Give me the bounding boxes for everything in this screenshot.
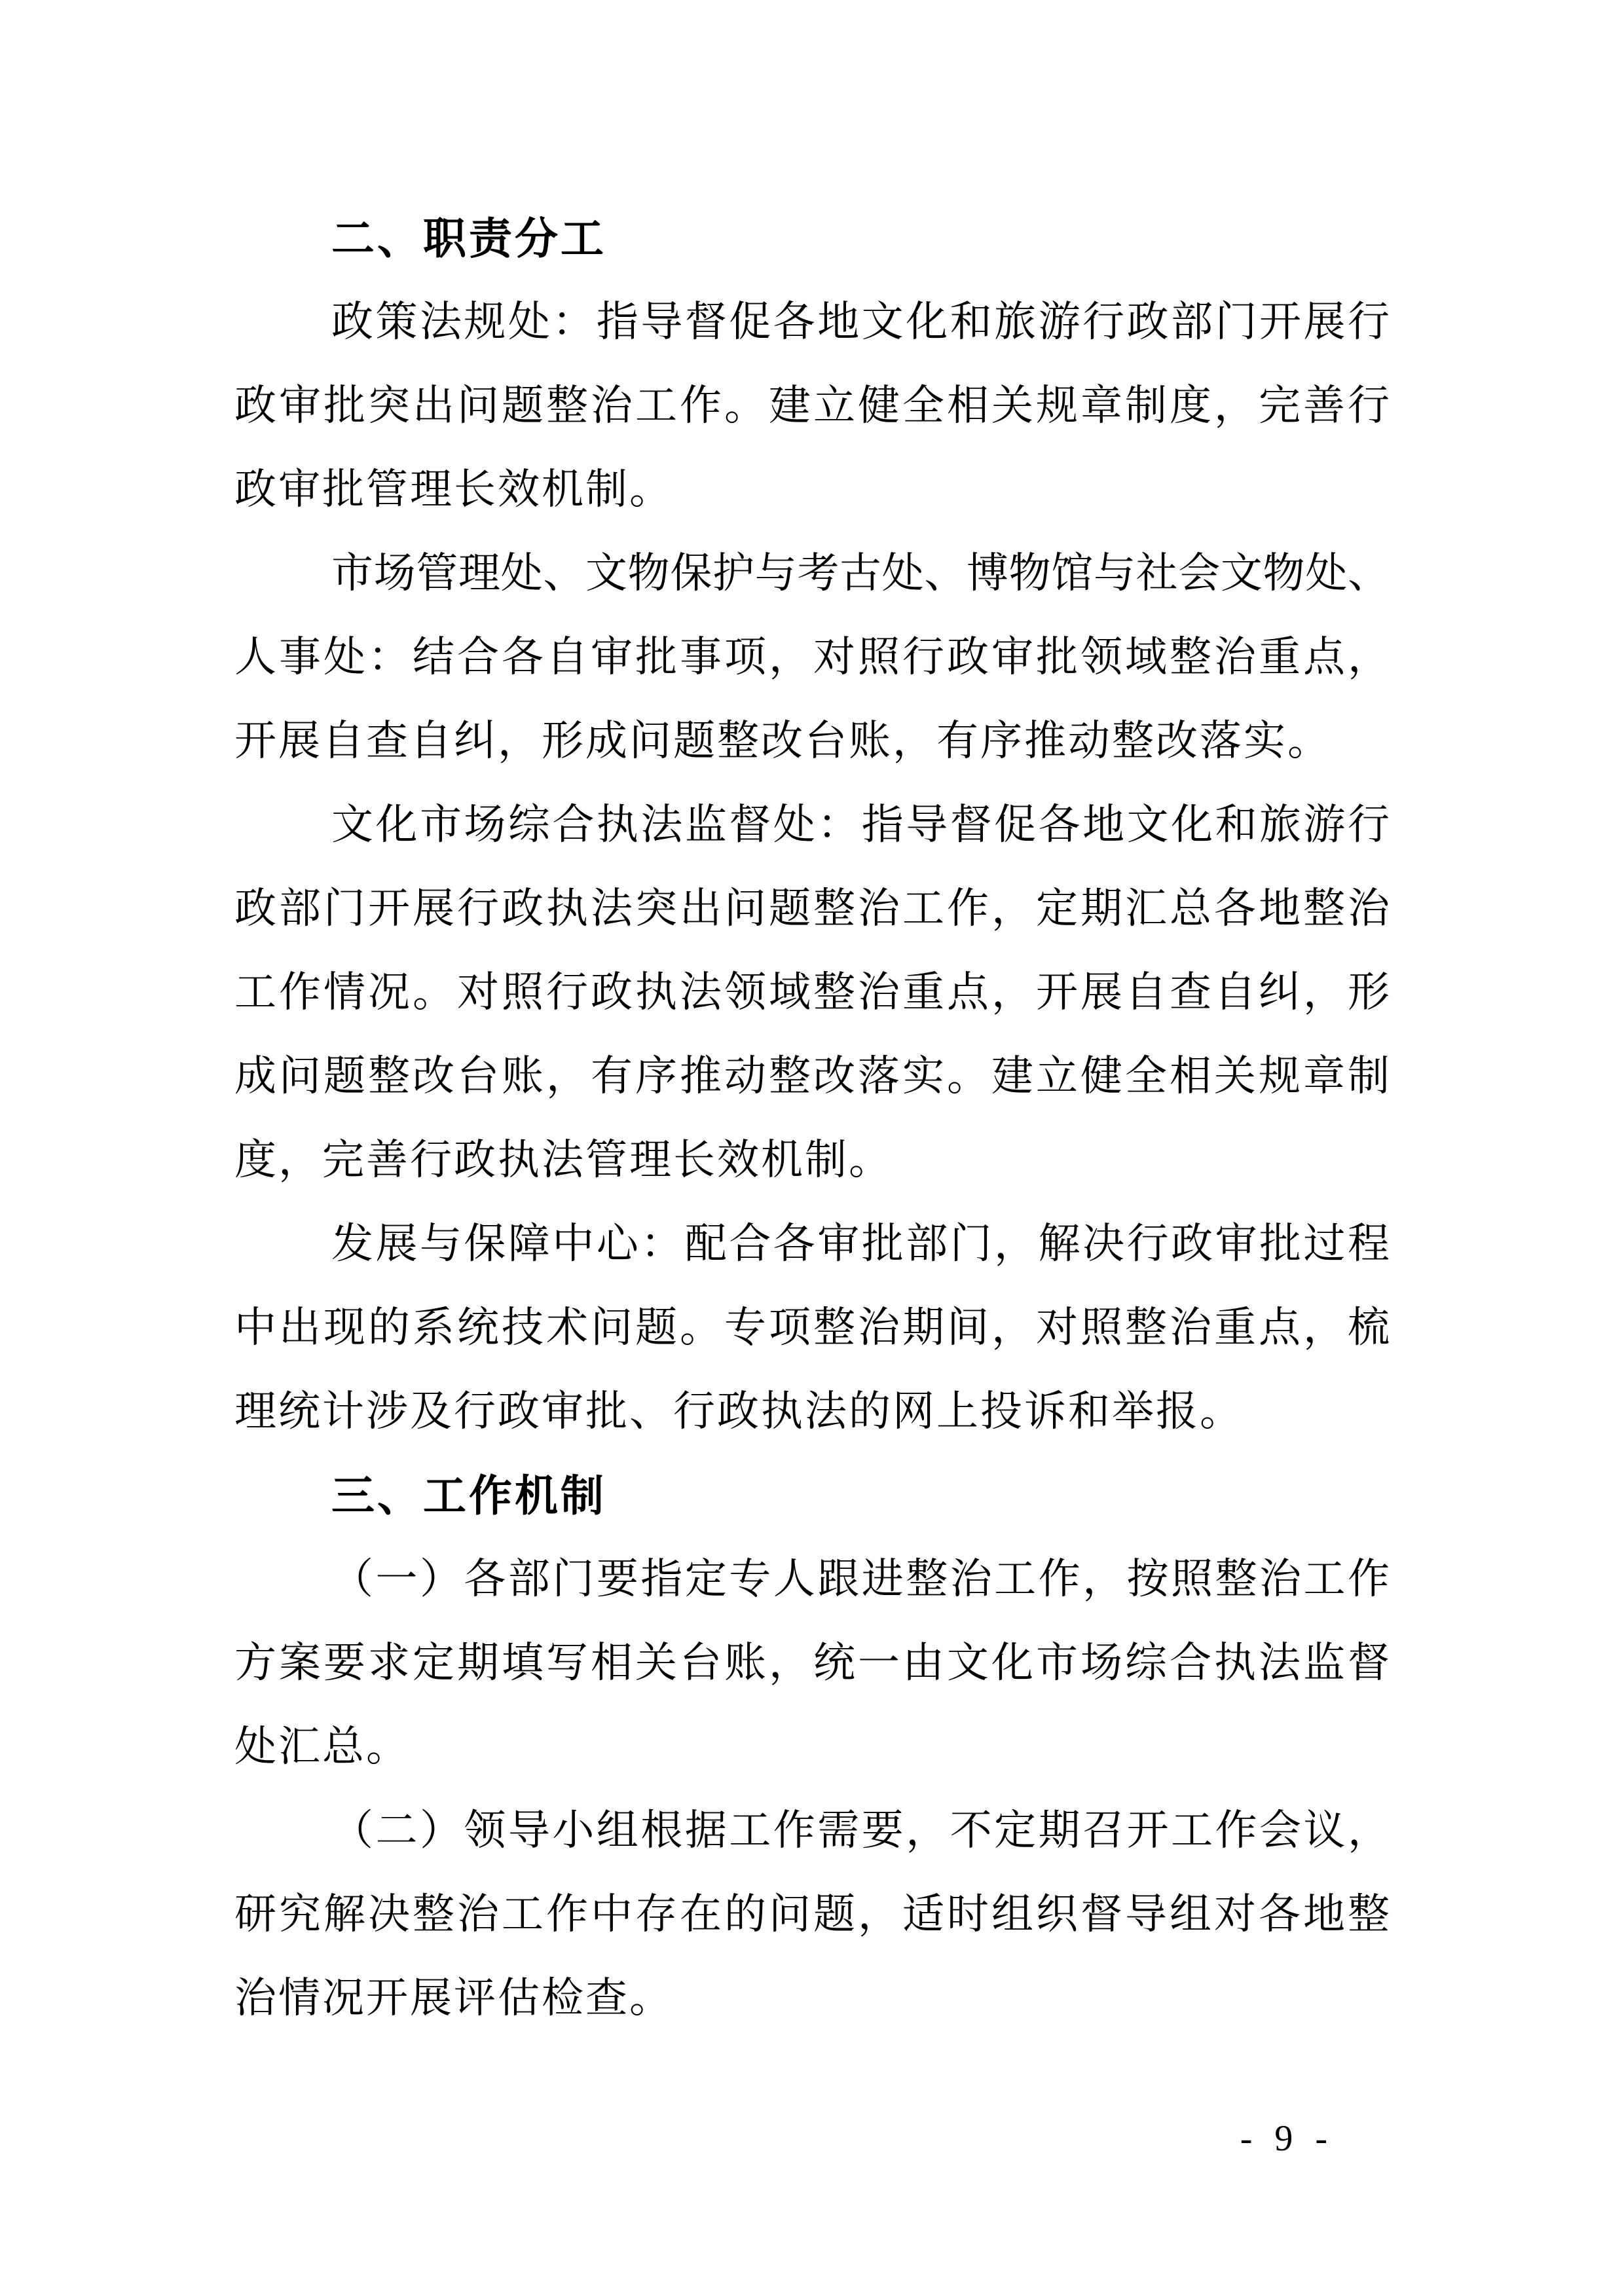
document-line: 文化市场综合执法监督处：指导督促各地文化和旅游行	[331, 801, 1390, 848]
document-line: 中出现的系统技术问题。专项整治期间，对照整治重点，梳	[234, 1304, 1390, 1351]
document-line: 治情况开展评估检查。	[234, 1975, 673, 2021]
document-line: 方案要求定期填写相关台账，统一由文化市场综合执法监督	[234, 1640, 1390, 1686]
document-line: 政策法规处：指导督促各地文化和旅游行政部门开展行	[331, 299, 1390, 345]
document-line: 开展自查自纠，形成问题整改台账，有序推动整改落实。	[234, 718, 1331, 764]
section-heading-duty: 二、职责分工	[331, 214, 606, 263]
document-line: 发展与保障中心：配合各审批部门，解决行政审批过程	[331, 1221, 1390, 1267]
document-line: 政部门开展行政执法突出问题整治工作，定期汇总各地整治	[234, 885, 1390, 932]
document-line: 度，完善行政执法管理长效机制。	[234, 1137, 893, 1183]
document-line: 政审批管理长效机制。	[234, 466, 673, 513]
document-line: （二）领导小组根据工作需要，不定期召开工作会议，	[331, 1807, 1390, 1854]
document-line: 人事处：结合各自审批事项，对照行政审批领域整治重点，	[234, 634, 1390, 680]
document-line: 工作情况。对照行政执法领域整治重点，开展自查自纠，形	[234, 969, 1390, 1016]
document-text-block	[234, 196, 1390, 2040]
document-line: 市场管理处、文物保护与考古处、博物馆与社会文物处、	[331, 550, 1390, 597]
document-line: （一）各部门要指定专人跟进整治工作，按照整治工作	[331, 1556, 1390, 1602]
document-line: 成问题整改台账，有序推动整改落实。建立健全相关规章制	[234, 1053, 1390, 1099]
document-line: 处汇总。	[234, 1723, 410, 1770]
document-line: 理统计涉及行政审批、行政执法的网上投诉和举报。	[234, 1388, 1244, 1435]
section-heading-mechanism: 三、工作机制	[331, 1471, 606, 1520]
document-line: 政审批突出问题整治工作。建立健全相关规章制度，完善行	[234, 382, 1390, 429]
document-line: 研究解决整治工作中存在的问题，适时组织督导组对各地整	[234, 1891, 1390, 1937]
page-number: - 9 -	[1240, 2118, 1334, 2159]
